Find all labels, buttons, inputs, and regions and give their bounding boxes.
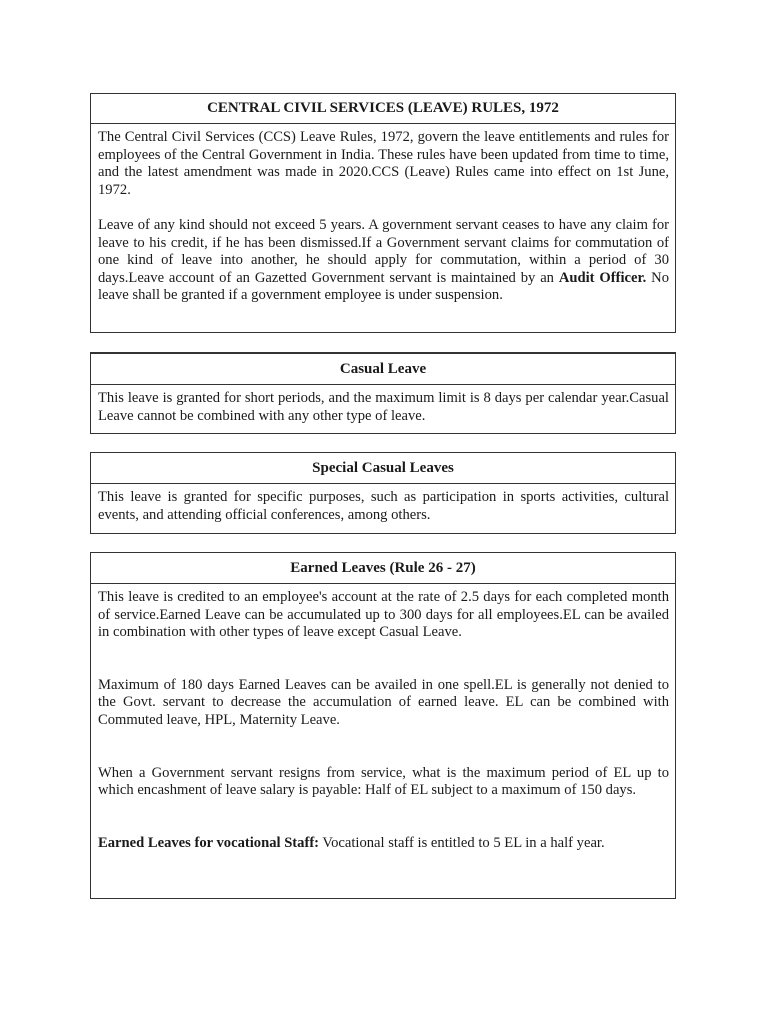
ccs-rules-paragraph xyxy=(98,217,669,305)
earned-leave-title: Earned Leaves (Rule 26 - 27) xyxy=(91,553,675,584)
special-casual-leave-paragraph: This leave is granted for specific purposes, such as participation in sports activities, cultural events, and attending official conferences, among others. xyxy=(98,489,669,523)
ccs-intro-paragraph: The Central Civil Services (CCS) Leave Rules, 1972, govern the leave entitlements and rules for employees of the Central Government in India. These rules have been updated from time to time, and the latest amendment was made in 2020.CCS (Leave) Rules came into effect on 1st June, 1972. xyxy=(98,129,669,198)
ccs-rules-section xyxy=(90,93,676,333)
special-casual-leave-section xyxy=(90,452,676,534)
vocational-staff-paragraph xyxy=(98,835,669,853)
special-casual-leave-body xyxy=(91,484,675,529)
casual-leave-body xyxy=(91,385,675,430)
vocational-staff-text: Vocational staff is entitled to 5 EL in a half year. xyxy=(319,834,605,851)
earned-leave-paragraph-2: Maximum of 180 days Earned Leaves can be availed in one spell.EL is generally not denied to the Govt. servant to decrease the accumulation of earned leave. EL can be combined with Commuted leave, HPL, Maternity Leave. xyxy=(98,676,669,728)
earned-leave-paragraph-1: This leave is credited to an employee's account at the rate of 2.5 days for each completed month of service.Earned Leave can be accumulated up to 300 days for all employees.EL can be availed in combination with other types of leave except Casual Leave. xyxy=(98,589,669,641)
audit-officer-emphasis: Audit Officer. xyxy=(558,269,647,286)
earned-leave-body xyxy=(91,584,675,857)
casual-leave-section xyxy=(90,352,676,434)
ccs-rules-text-a: Leave of any kind should not exceed 5 years. A government servant ceases to have any claim for leave to his credit, if he has been dismissed.If a Government servant claims for commutation of one kind of leave into another, he should apply for commutation, within a period of 30 days.Leave account of an Gazetted Government servant is maintained by an xyxy=(98,216,669,286)
earned-leave-paragraph-3: When a Government servant resigns from service, what is the maximum period of EL up to which encashment of leave salary is payable: Half of EL subject to a maximum of 150 days. xyxy=(98,764,669,799)
ccs-rules-title: CENTRAL CIVIL SERVICES (LEAVE) RULES, 1972 xyxy=(91,94,675,124)
ccs-rules-text-b: No leave shall be granted if a government employee is under suspension. xyxy=(98,269,669,304)
casual-leave-title: Casual Leave xyxy=(91,353,675,385)
casual-leave-paragraph: This leave is granted for short periods, and the maximum limit is 8 days per calendar year.Casual Leave cannot be combined with any other type of leave. xyxy=(98,390,669,424)
ccs-rules-body xyxy=(91,124,675,310)
earned-leave-section xyxy=(90,552,676,899)
special-casual-leave-title: Special Casual Leaves xyxy=(91,453,675,484)
vocational-staff-emphasis: Earned Leaves for vocational Staff: xyxy=(98,834,320,851)
